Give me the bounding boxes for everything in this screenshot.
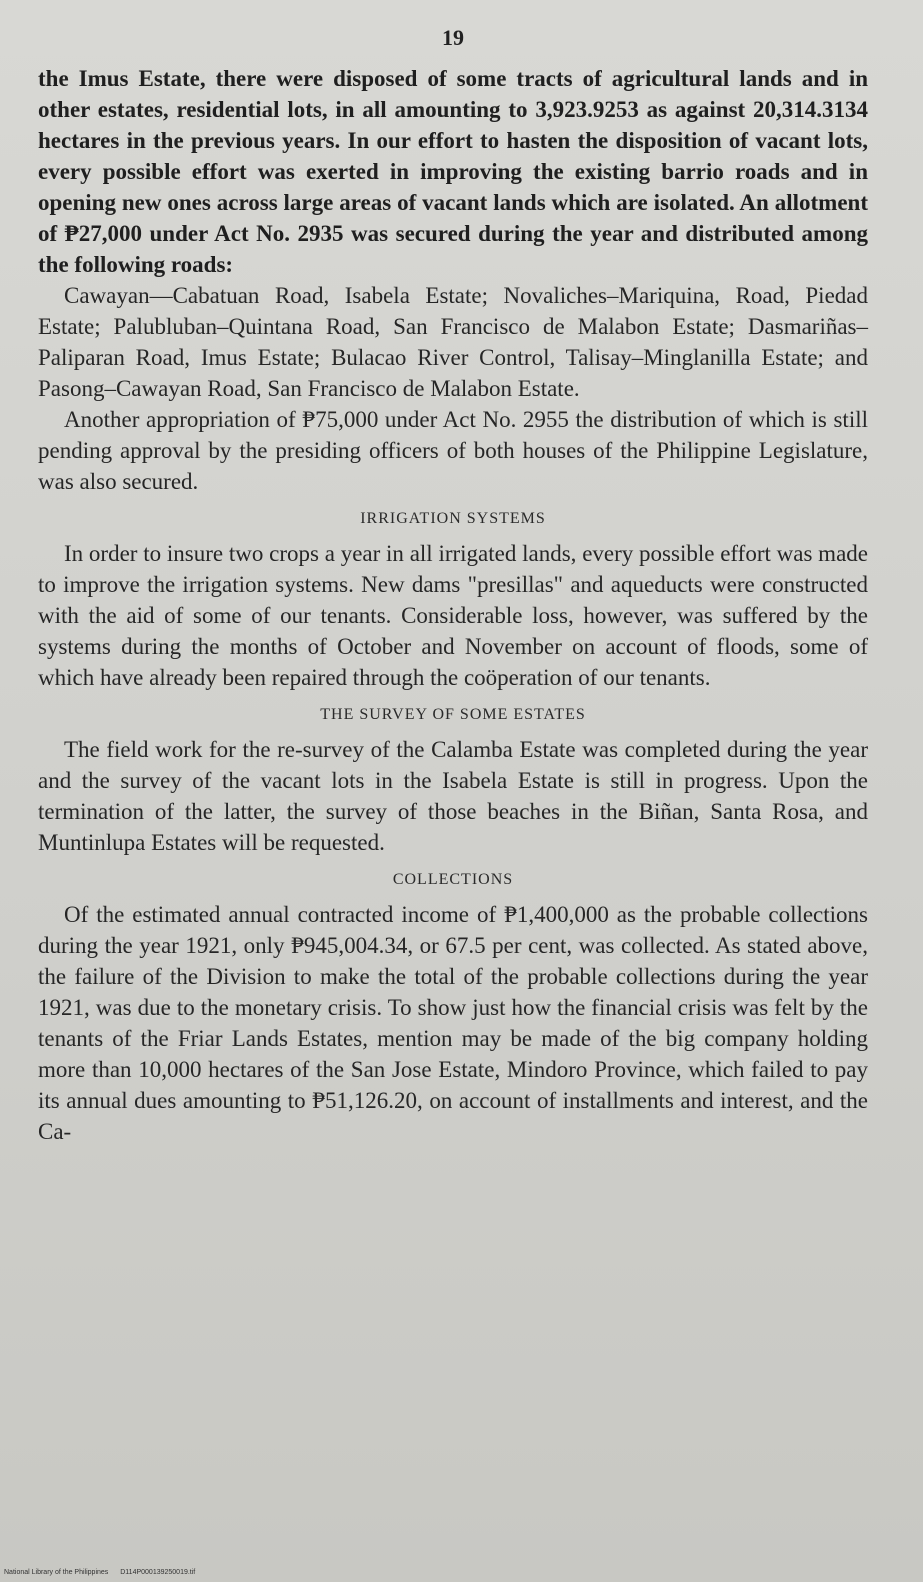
paragraph-irrigation: In order to insure two crops a year in all irrigated lands, every possible effort was made to improve the irrigation systems. New dams "presillas" and aqueducts were constructed with the aid of some of our tenants. Considerable loss, however, was suffered by the systems during the months of October and November on account of floods, some of which have already been repaired through the coöperation of our tenants. <box>38 541 868 690</box>
scan-footer <box>4 1569 195 1576</box>
paragraph-appropriation: Another appropriation of ₱75,000 under Act No. 2955 the distribution of which is still pending approval by the presiding officers of both houses of the Philippine Legislature, was also secured. <box>38 407 868 494</box>
heading-irrigation: IRRIGATION SYSTEMS <box>360 510 546 527</box>
page-number: 19 <box>442 25 464 50</box>
paragraph-roads-list: Cawayan—Cabatuan Road, Isabela Estate; Novaliches–Mariquina, Road, Piedad Estate; Palubluban–Quintana Road, San Francisco de Malabon Estate; Dasmariñas–Paliparan Road, Imus Estate; Bulacao River Control, Talisay–Minglanilla Estate; and Pasong–Cawayan Road, San Francisco de Malabon Estate. <box>38 283 868 401</box>
heading-survey: THE SURVEY OF SOME ESTATES <box>320 706 586 723</box>
paragraph-collections: Of the estimated annual contracted income of ₱1,400,000 as the probable collections during the year 1921, only ₱945,004.34, or 67.5 per cent, was collected. As stated above, the failure of the Division to make the total of the probable collections during the year 1921, was due to the monetary crisis. To show just how the financial crisis was felt by the tenants of the Friar Lands Estates, mention may be made of the big company holding more than 10,000 hectares of the San Jose Estate, Mindoro Province, which failed to pay its annual dues amounting to ₱51,126.20, on account of installments and interest, and the Ca- <box>38 902 868 1144</box>
paragraph-survey: The field work for the re-survey of the Calamba Estate was completed during the year and the survey of the vacant lots in the Isabela Estate is still in progress. Upon the termination of the latter, the survey of those beaches in the Biñan, Santa Rosa, and Muntinlupa Estates will be requested. <box>38 737 868 855</box>
footer-library: National Library of the Philippines <box>4 1569 109 1576</box>
paragraph-imus-estate: the Imus Estate, there were disposed of some tracts of agricultural lands and in other estates, residential lots, in all amounting to 3,923.9253 as against 20,314.3134 hectares in the previous years. In our effort to hasten the disposition of vacant lots, every possible effort was exerted in improving the existing barrio roads and in opening new ones across large areas of vacant lands which are isolated. An allotment of ₱27,000 under Act No. 2935 was secured during the year and distributed among the following roads: <box>38 66 868 277</box>
page-text <box>38 22 868 1147</box>
heading-collections: COLLECTIONS <box>392 871 514 888</box>
footer-code: D114P000139250019.tif <box>120 1569 196 1576</box>
